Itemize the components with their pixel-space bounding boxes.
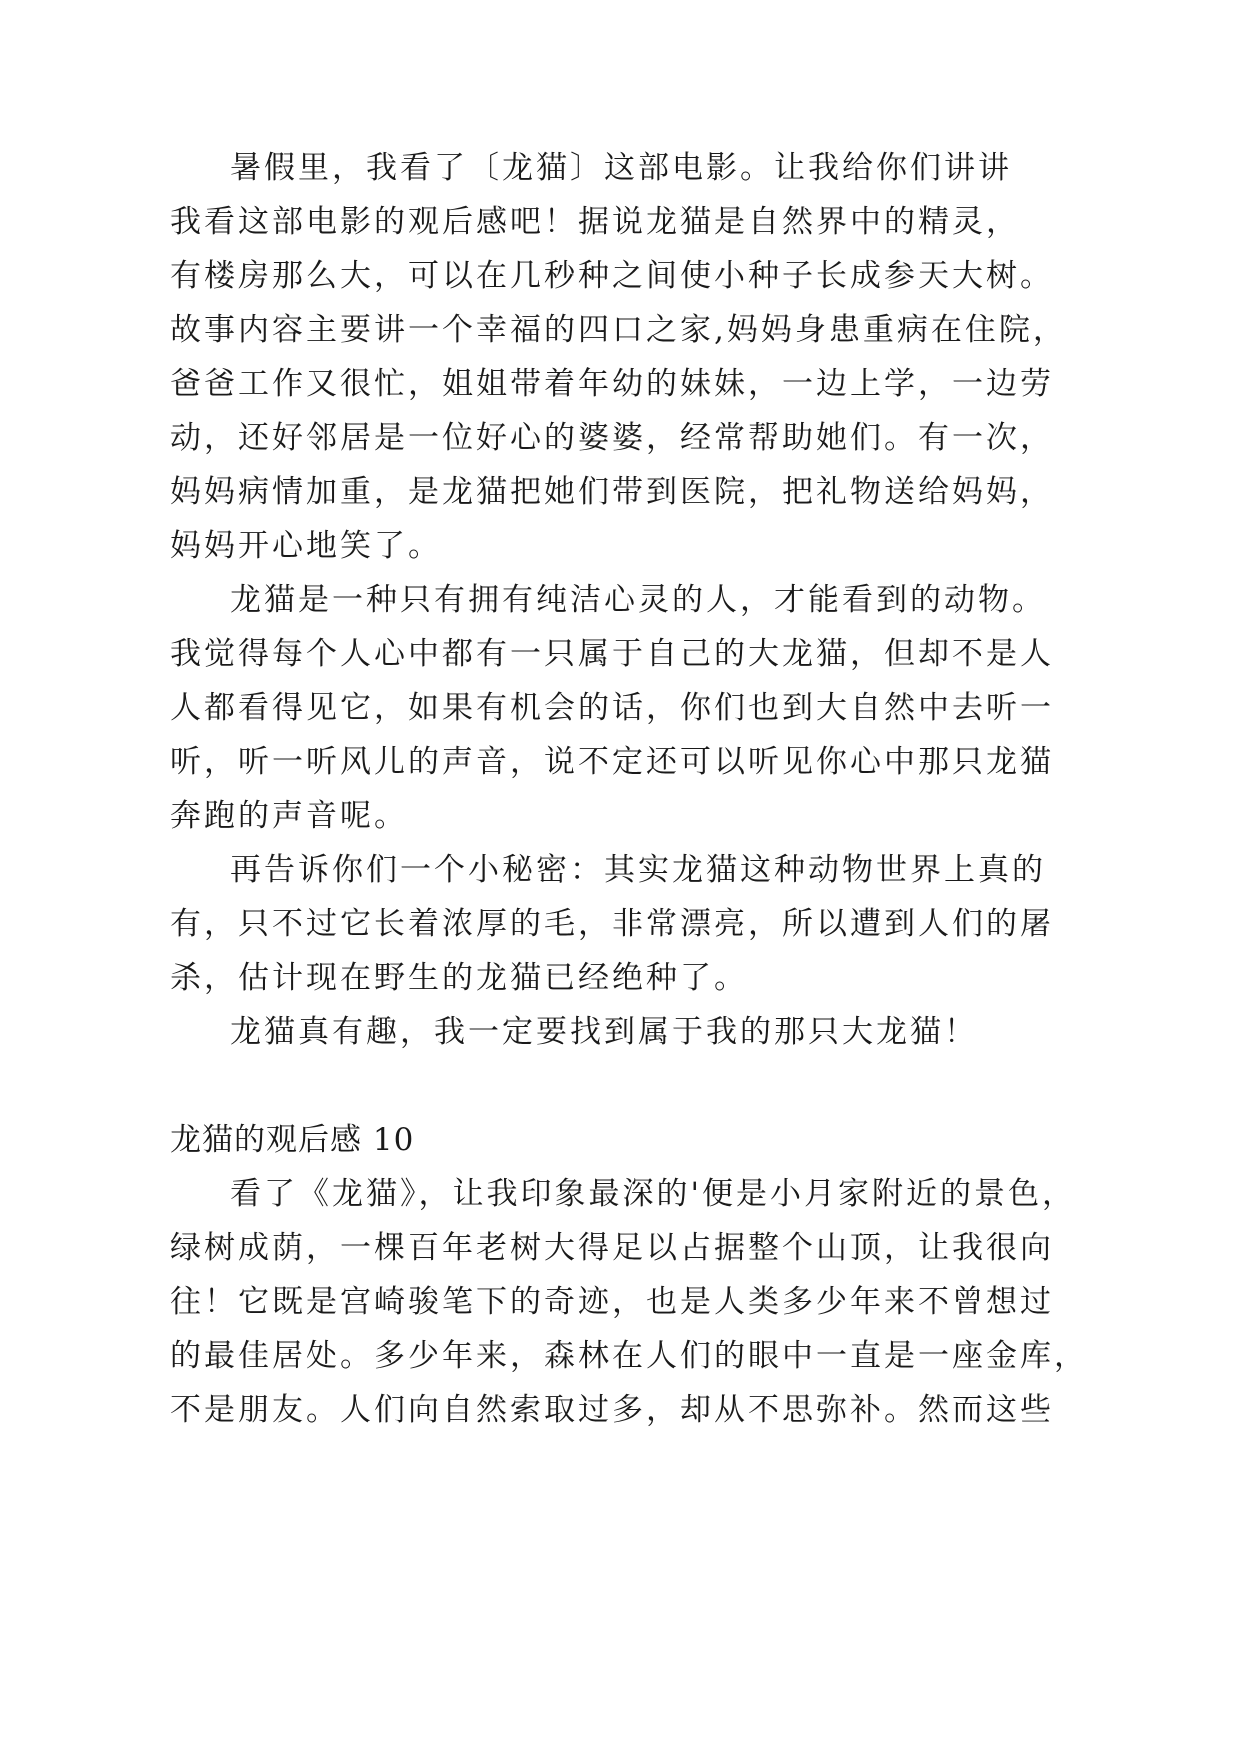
text-line: 妈妈开心地笑了。 [170,528,442,564]
text-line: 妈妈病情加重，是龙猫把她们带到医院，把礼物送给妈妈， [170,474,1054,510]
text-line: 不是朋友。人们向自然索取过多，却从不思弥补。然而这些 [170,1392,1054,1428]
text-line: 暑假里，我看了〔龙猫〕这部电影。让我给你们讲讲 [230,150,1012,186]
text-line: 我看这部电影的观后感吧！据说龙猫是自然界中的精灵， [170,204,1020,240]
text-line: 有，只不过它长着浓厚的毛，非常漂亮，所以遭到人们的屠 [170,906,1054,942]
text-line: 往！它既是宫崎骏笔下的奇迹，也是人类多少年来不曾想过 [170,1284,1054,1320]
text-line: 龙猫是一种只有拥有纯洁心灵的人，才能看到的动物。 [230,582,1046,618]
text-line: 龙猫真有趣，我一定要找到属于我的那只大龙猫！ [230,1014,978,1050]
section-heading: 龙猫的观后感 10 [170,1122,415,1158]
text-line: 动，还好邻居是一位好心的婆婆，经常帮助她们。有一次， [170,420,1054,456]
text-line: 奔跑的声音呢。 [170,798,408,834]
text-line: 杀，估计现在野生的龙猫已经绝种了。 [170,960,748,996]
text-line: 的最佳居处。多少年来，森林在人们的眼中一直是一座金库， [170,1338,1088,1374]
text-line: 我觉得每个人心中都有一只属于自己的大龙猫，但却不是人 [170,636,1054,672]
text-line: 绿树成荫，一棵百年老树大得足以占据整个山顶，让我很向 [170,1230,1054,1266]
text-line: 听，听一听风儿的声音，说不定还可以听见你心中那只龙猫 [170,744,1054,780]
text-line: 看了《龙猫》，让我印象最深的'便是小月家附近的景色， [230,1176,1077,1212]
text-line: 故事内容主要讲一个幸福的四口之家,妈妈身患重病在住院， [170,312,1067,348]
text-line: 爸爸工作又很忙，姐姐带着年幼的妹妹，一边上学，一边劳 [170,366,1054,402]
text-line: 再告诉你们一个小秘密：其实龙猫这种动物世界上真的 [230,852,1046,888]
text-line: 人都看得见它，如果有机会的话，你们也到大自然中去听一 [170,690,1054,726]
text-line: 有楼房那么大，可以在几秒种之间使小种子长成参天大树。 [170,258,1054,294]
